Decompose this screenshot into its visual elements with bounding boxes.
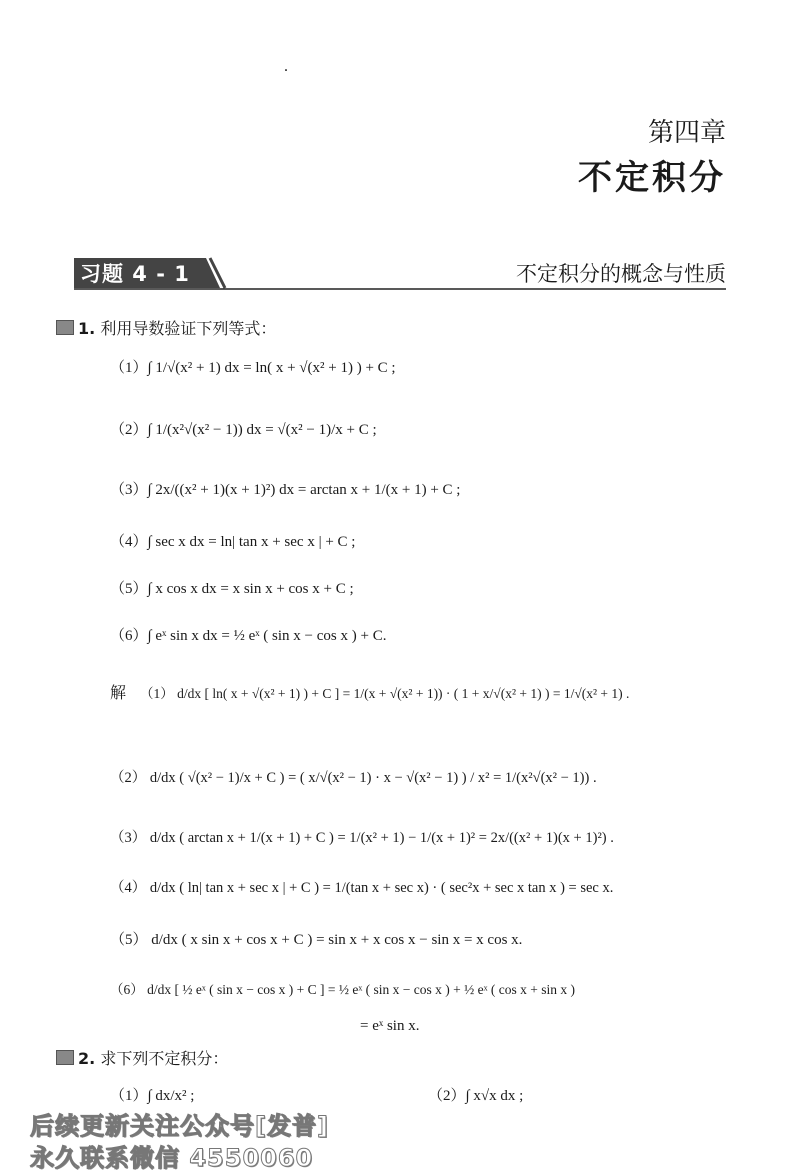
exercise-icon bbox=[56, 1050, 74, 1065]
problem-1-heading bbox=[56, 316, 276, 339]
problem-1-item-1: （1）∫ 1/√(x² + 1) dx = ln( x + √(x² + 1) ) + C ; bbox=[110, 360, 396, 376]
problem-1-item-3: （3）∫ 2x/((x² + 1)(x + 1)²) dx = arctan x + 1/(x + 1) + C ; bbox=[110, 482, 461, 498]
solution-label: 解 bbox=[110, 683, 127, 702]
section-label: 习题 4 - 1 bbox=[80, 262, 190, 286]
solution-line-5: （5） d/dx ( x sin x + cos x + C ) = sin x + x cos x − sin x = x cos x. bbox=[110, 932, 523, 948]
solution-line-1: （1） d/dx [ ln( x + √(x² + 1) ) + C ] = 1/(x + √(x² + 1)) · ( 1 + x/√(x² + 1) ) = 1/√(x² + 1) . bbox=[140, 686, 630, 701]
watermark-line-1: 后续更新关注公众号[发普] bbox=[30, 1112, 329, 1140]
chapter-title: 不定积分 bbox=[578, 158, 726, 198]
problem-2-item-1: （1）∫ dx/x² ; bbox=[110, 1088, 195, 1104]
problem-2-text: 求下列不定积分： bbox=[100, 1049, 229, 1068]
chapter-number: 第四章 bbox=[647, 118, 726, 148]
problem-1-item-6: （6）∫ eˣ sin x dx = ½ eˣ ( sin x − cos x ) + C. bbox=[110, 628, 387, 644]
solution-line-4: （4） d/dx ( ln| tan x + sec x | + C ) = 1/(tan x + sec x) · ( sec²x + sec x tan x ) = sec x. bbox=[110, 880, 614, 896]
problem-1-item-5: （5）∫ x cos x dx = x sin x + cos x + C ; bbox=[110, 581, 354, 597]
problem-2-heading bbox=[56, 1046, 228, 1069]
section-title: 不定积分的概念与性质 bbox=[516, 262, 726, 286]
stray-dot: . bbox=[284, 58, 288, 75]
problem-2-item-2: （2）∫ x√x dx ; bbox=[428, 1088, 524, 1104]
problem-1-item-2: （2）∫ 1/(x²√(x² − 1)) dx = √(x² − 1)/x + C ; bbox=[110, 422, 377, 438]
solution-line-3: （3） d/dx ( arctan x + 1/(x + 1) + C ) = 1/(x² + 1) − 1/(x + 1)² = 2x/((x² + 1)(x + 1)²) . bbox=[110, 830, 614, 846]
solution-line-6: （6） d/dx [ ½ eˣ ( sin x − cos x ) + C ] = ½ eˣ ( sin x − cos x ) + ½ eˣ ( cos x + sin x ) bbox=[110, 982, 575, 997]
problem-1-number: 1. bbox=[78, 319, 96, 338]
exercise-icon bbox=[56, 320, 74, 335]
watermark-line-2: 永久联系微信 4550060 bbox=[30, 1144, 314, 1172]
solution-line-7: = eˣ sin x. bbox=[360, 1018, 420, 1034]
solution-line-2: （2） d/dx ( √(x² − 1)/x + C ) = ( x/√(x² − 1) · x − √(x² − 1) ) / x² = 1/(x²√(x² − 1)) . bbox=[110, 770, 597, 786]
problem-2-number: 2. bbox=[78, 1049, 96, 1068]
problem-1-item-4: （4）∫ sec x dx = ln| tan x + sec x | + C ; bbox=[110, 534, 356, 550]
problem-1-text: 利用导数验证下列等式： bbox=[100, 319, 277, 338]
